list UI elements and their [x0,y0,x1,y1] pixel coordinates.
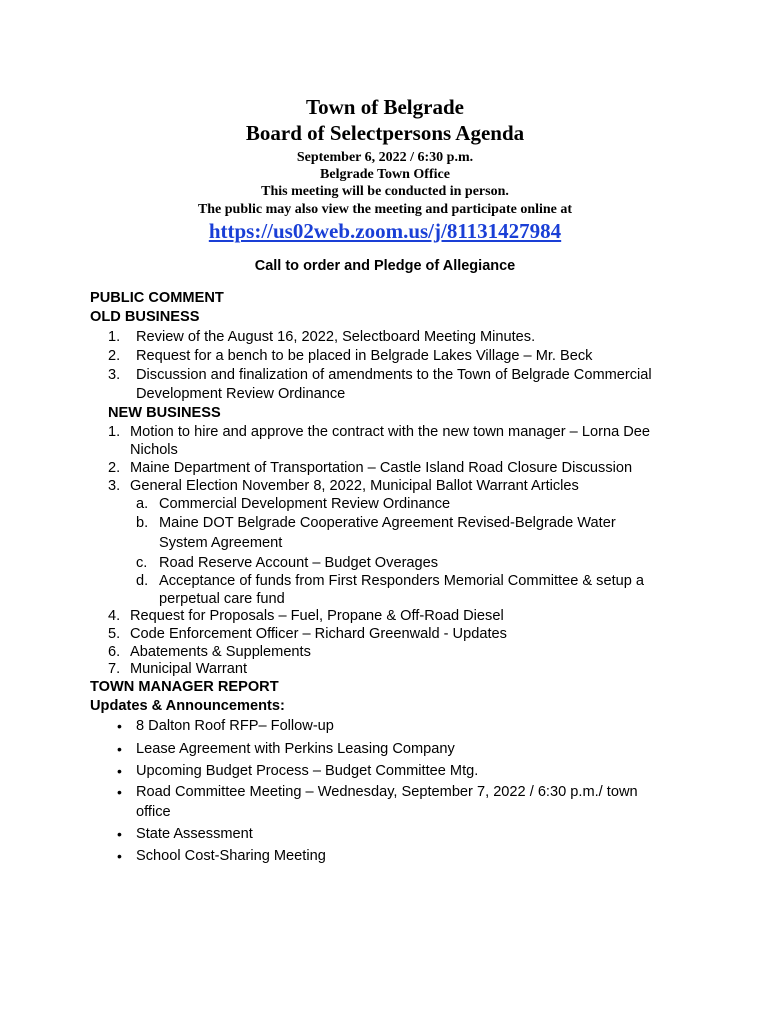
list-item-number: 7. [108,661,121,677]
list-item-number: 5. [108,626,121,642]
list-item: Discussion and finalization of amendments to the Town of Belgrade Commercial [136,367,652,383]
bullet-item: State Assessment [136,826,253,842]
town-manager-report-heading: TOWN MANAGER REPORT [90,679,279,695]
list-item: Request for Proposals – Fuel, Propane & Off-Road Diesel [130,608,504,624]
online-notice: The public may also view the meeting and participate online at [197,202,573,217]
bullet-icon: • [117,718,122,734]
sub-item-letter: a. [136,496,149,512]
call-to-order: Call to order and Pledge of Allegiance [254,258,516,274]
list-item-number: 3. [108,478,121,494]
bullet-item-continuation: office [136,804,171,820]
old-business-heading: OLD BUSINESS [90,309,200,325]
zoom-link[interactable]: https://us02web.zoom.us/j/81131427984 [208,219,562,243]
sub-item-letter: b. [136,515,149,531]
in-person-notice: This meeting will be conducted in person. [261,184,509,199]
sub-item: Maine DOT Belgrade Cooperative Agreement Revised-Belgrade Water [159,515,616,531]
list-item-continuation: Nichols [130,442,178,458]
list-item-number: 3. [108,367,121,383]
list-item-number: 1. [108,424,121,440]
sub-item-continuation: System Agreement [159,535,283,551]
bullet-item: Lease Agreement with Perkins Leasing Company [136,741,455,757]
list-item-number: 4. [108,608,121,624]
new-business-heading: NEW BUSINESS [108,405,221,421]
list-item: Abatements & Supplements [130,644,311,660]
list-item: Municipal Warrant [130,661,248,677]
sub-item: Road Reserve Account – Budget Overages [159,555,439,571]
bullet-item: School Cost-Sharing Meeting [136,848,326,864]
sub-item-letter: c. [136,555,148,571]
list-item-number: 2. [108,460,121,476]
public-comment-heading: PUBLIC COMMENT [90,290,224,306]
list-item-number: 6. [108,644,121,660]
list-item: Request for a bench to be placed in Belgrade Lakes Village – Mr. Beck [136,348,593,364]
bullet-icon: • [117,741,122,757]
updates-heading: Updates & Announcements: [90,698,285,714]
list-item: Review of the August 16, 2022, Selectboard Meeting Minutes. [136,329,536,345]
bullet-item: Road Committee Meeting – Wednesday, September 7, 2022 / 6:30 p.m./ town [136,784,638,800]
bullet-icon: • [117,763,122,779]
list-item-number: 1. [108,329,121,345]
meeting-location: Belgrade Town Office [320,167,450,182]
sub-item: Acceptance of funds from First Responders Memorial Committee & setup a [159,573,645,589]
sub-item-letter: d. [136,573,149,589]
list-item: Maine Department of Transportation – Castle Island Road Closure Discussion [130,460,633,476]
document-title: Town of Belgrade [306,95,464,119]
bullet-icon: • [117,826,122,842]
meeting-date-time: September 6, 2022 / 6:30 p.m. [296,150,474,165]
bullet-icon: • [117,848,122,864]
sub-item: Commercial Development Review Ordinance [159,496,451,512]
sub-item-continuation: perpetual care fund [159,591,285,607]
list-item: Code Enforcement Officer – Richard Greenwald - Updates [130,626,507,642]
list-item-continuation: Development Review Ordinance [136,386,346,402]
bullet-icon: • [117,784,122,800]
list-item: General Election November 8, 2022, Municipal Ballot Warrant Articles [130,478,579,494]
list-item-number: 2. [108,348,121,364]
bullet-item: Upcoming Budget Process – Budget Committee Mtg. [136,763,479,779]
agenda-title: Board of Selectpersons Agenda [245,121,525,145]
list-item: Motion to hire and approve the contract with the new town manager – Lorna Dee [130,424,651,440]
bullet-item: 8 Dalton Roof RFP– Follow-up [136,718,334,734]
